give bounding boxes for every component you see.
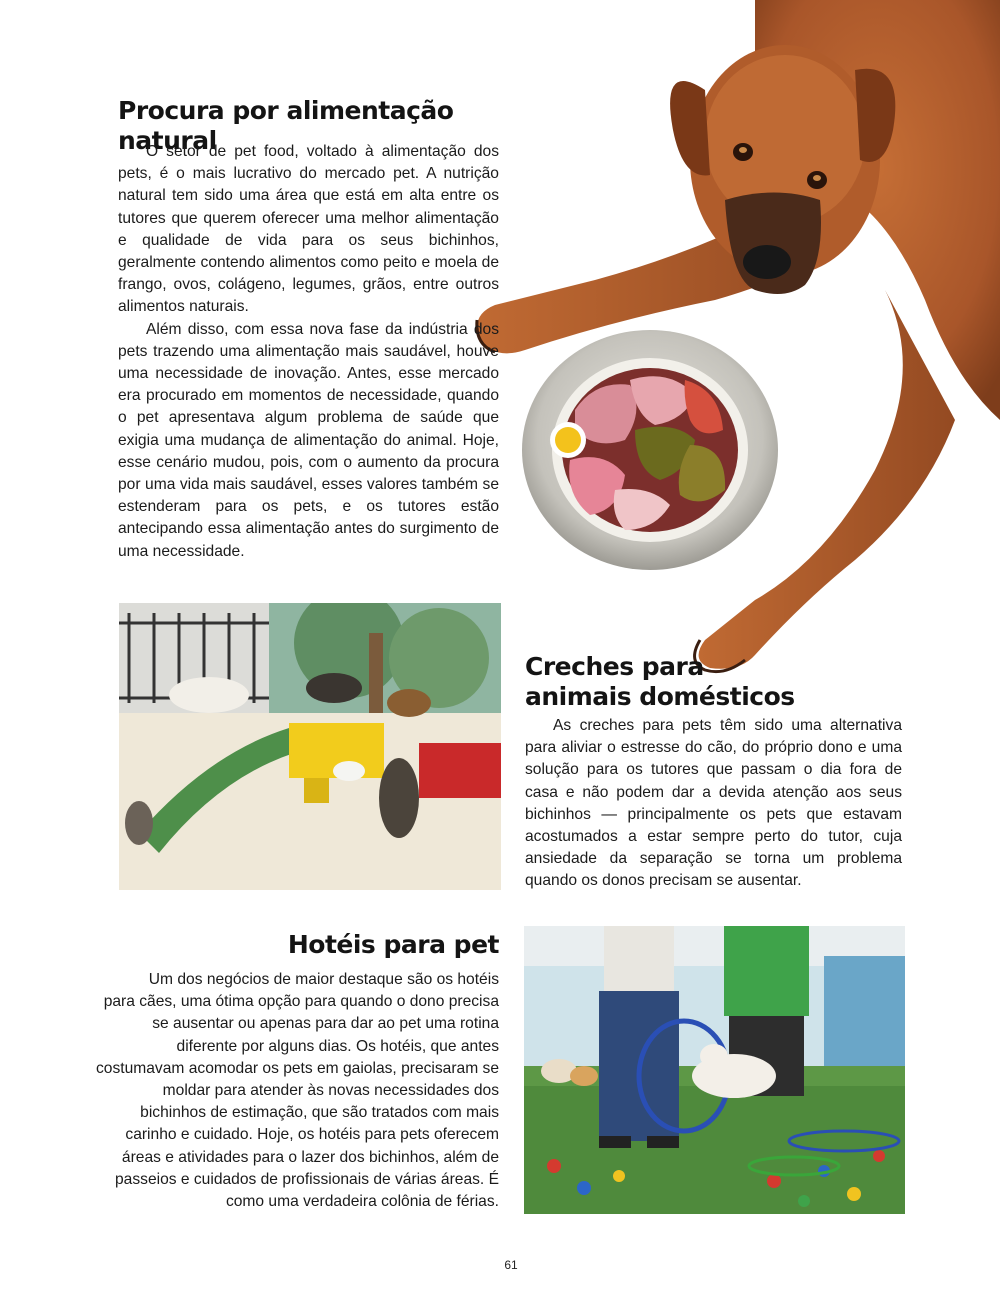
daycare-paragraph: As creches para pets têm sido uma alternativa para aliviar o estresse do cão, do próprio dono e uma solução para os tutores que passam o dia fora de casa e não podem dar a devida atenção aos seus bichinhos — principalmente os pets que estavam acostumados a estar sempre perto do tutor, cuja ansiedade da separação se torna um problema quando os donos precisam se ausentar. (525, 717, 902, 890)
natural-food-paragraph-2: Além disso, com essa nova fase da indústria dos pets trazendo uma alimentação mais saudável, houve uma necessidade de inovação. Antes, esse mercado era procurado em momentos de necessidade, quando o pet apresentava algum problema de saúde que exigia uma mudança de alimentação do animal. Hoje, esse cenário mudou, pois, com o aumento da procura por uma vida mais saudável, esses valores também se estenderam para os pets, e os tutores estão antecipando essa alimentação antes do surgimento de uma necessidade. (118, 320, 499, 560)
natural-food-body (118, 141, 499, 563)
section-title-daycare (525, 652, 905, 712)
hotels-paragraph: Um dos negócios de maior destaque são os hotéis para cães, uma ótima opção para quando o dono precisa se ausentar ou apenas para dar ao pet uma rotina diferente por alguns dias. Os hotéis, que antes costumavam acomodar os pets em gaiolas, precisaram se moldar para atender às novas necessidades dos bichinhos de estimação, que são tratados com mais carinho e cuidado. Hoje, os hotéis para pets oferecem áreas e atividades para o lazer dos bichinhos, além de passeios e cuidados de profissionais de várias áreas. É como uma verdadeira colônia de férias. (96, 971, 500, 1211)
daycare-title-line-2: animais domésticos (525, 682, 795, 711)
dog-with-food-bowl-illustration (455, 0, 1000, 690)
daycare-body (525, 715, 902, 893)
section-title-natural-food: Procura por alimentação natural (118, 96, 454, 155)
daycare-photo-svg (119, 603, 501, 890)
dog-hotel-photo (524, 926, 905, 1214)
hotels-body (96, 969, 499, 1213)
daycare-title-line-1: Creches para (525, 652, 704, 681)
natural-food-paragraph-1: O setor de pet food, voltado à alimentação dos pets, é o mais lucrativo do mercado pet. A nutrição natural tem sido uma área que está em alta entre os tutores que querem oferecer uma melhor alimentação e qualidade de vida para os seus bichinhos, geralmente contendo alimentos como peito e moela de frango, ovos, colágeno, legumes, grãos, entre outros alimentos naturais. (118, 143, 499, 316)
dog-illustration-svg (455, 0, 1000, 690)
dog-daycare-photo (119, 603, 501, 890)
hotel-photo-svg (524, 926, 905, 1214)
section-title-hotels: Hotéis para pet (287, 930, 499, 959)
page-number: 61 (504, 1258, 518, 1272)
